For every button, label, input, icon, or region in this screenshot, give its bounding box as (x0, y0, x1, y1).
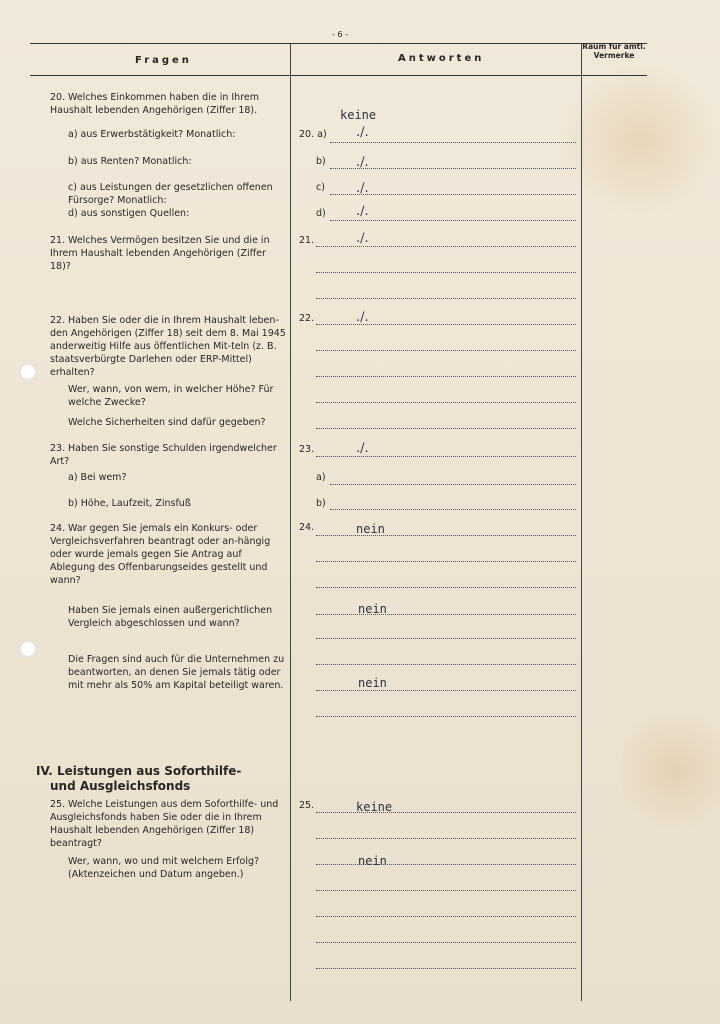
answer-line (316, 350, 576, 351)
header-bottom-rule (30, 75, 647, 76)
question-text: Haben Sie oder die in Ihrem Haushalt leben-den Angehörigen (Ziffer 18) seit dem 8. Mai 1945 anderweitig Hilfe aus öffentlichen Mit-teln (z. B. staatsverbürgte Darlehen oder ERP-Mittel) erhalten? (50, 315, 286, 378)
answer-line (316, 942, 576, 943)
question-text: Welches Einkommen haben die in Ihrem Haushalt lebenden Angehörigen (Ziffer 18). (50, 92, 260, 116)
answer-24: nein (356, 522, 385, 536)
answer-24-note: nein (358, 676, 387, 690)
question-24-note: Die Fragen sind auch für die Unternehmen zu beantworten, an denen Sie jemals tätig oder mit mehr als 50% am Kapital beteiligt waren. (68, 654, 285, 691)
answer-24-settlement: nein (358, 602, 387, 616)
question-21 (50, 234, 288, 273)
question-text: Welches Vermögen besitzen Sie und die in Ihrem Haushalt lebenden Angehörigen (Ziffer 18)? (50, 235, 270, 272)
answer-line (316, 535, 576, 536)
question-23a: a) Bei wem? (68, 472, 127, 483)
section-heading (36, 764, 241, 794)
header-fragen: Fragen (135, 55, 192, 66)
question-number: 21. (50, 235, 66, 246)
answer-25: keine (356, 800, 393, 814)
answer-label: 25. (299, 800, 315, 811)
answer-label: 21. (299, 235, 315, 246)
answer-line (330, 142, 576, 143)
section-heading-line: und Ausgleichsfonds (50, 779, 191, 793)
answer-line (330, 509, 576, 510)
answer-20a: ./. (356, 125, 369, 140)
question-23 (50, 442, 288, 468)
column-divider (290, 43, 291, 1001)
question-20c: c) aus Leistungen der gesetzlichen offenen Fürsorge? Monatlich: (68, 182, 273, 206)
answer-line (316, 272, 576, 273)
answer-line (316, 246, 576, 247)
question-number: 20. (50, 92, 66, 103)
answer-label: b) (316, 156, 326, 167)
answer-line (316, 864, 576, 865)
question-20 (50, 91, 288, 117)
answer-line (316, 614, 576, 615)
answer-label: 20. a) (299, 129, 327, 140)
question-22 (50, 314, 288, 379)
answer-23: ./. (356, 441, 369, 456)
answer-line (316, 561, 576, 562)
question-25 (50, 798, 288, 850)
punch-hole (20, 641, 36, 657)
answer-line (316, 456, 576, 457)
answer-20c: ./. (356, 181, 369, 196)
answer-line (316, 587, 576, 588)
answer-line (316, 402, 576, 403)
answer-label: 22. (299, 313, 315, 324)
answer-22: ./. (356, 310, 369, 325)
page-number: - 6 - (332, 30, 348, 39)
question-number: 23. (50, 443, 66, 454)
answer-line (316, 664, 576, 665)
answer-line (316, 916, 576, 917)
paper-stain (560, 60, 720, 220)
question-22-detail: Wer, wann, von wem, in welcher Höhe? Für welche Zwecke? (68, 384, 274, 408)
punch-hole (20, 364, 36, 380)
answer-line (316, 638, 576, 639)
answer-line (316, 968, 576, 969)
answer-20d: ./. (356, 204, 369, 219)
paper-stain (620, 700, 720, 840)
question-text: Welche Leistungen aus dem Soforthilfe- und Ausgleichsfonds haben Sie oder die in Ihrem Haushalt lebenden Angehörigen (Ziffer 18) beantragt? (50, 799, 279, 849)
answer-line (316, 298, 576, 299)
answer-line (330, 220, 576, 221)
question-20a: a) aus Erwerbstätigkeit? Monatlich: (68, 129, 236, 140)
answer-line (316, 812, 576, 813)
answer-25-detail: nein (358, 854, 387, 868)
question-text: War gegen Sie jemals ein Konkurs- oder Vergleichsverfahren beantragt oder an-hängig oder wurde jemals gegen Sie Antrag auf Ablegung des Offenbarungseides gestellt und wann? (50, 523, 271, 586)
answer-line (316, 890, 576, 891)
answer-line (316, 716, 576, 717)
answer-label: a) (316, 472, 326, 483)
answer-label: b) (316, 498, 326, 509)
column-divider (581, 43, 582, 1001)
question-number: 22. (50, 315, 66, 326)
header-top-rule (30, 43, 647, 44)
header-raum: Raum für amtl. Vermerke (582, 42, 646, 60)
answer-line (316, 324, 576, 325)
question-25-detail: Wer, wann, wo und mit welchem Erfolg? (Aktenzeichen und Datum angeben.) (68, 856, 260, 880)
answer-label: c) (316, 182, 325, 193)
answer-line (316, 838, 576, 839)
answer-label: d) (316, 208, 326, 219)
header-antworten: Antworten (398, 53, 485, 64)
question-24-settlement: Haben Sie jemals einen außergerichtlichen Vergleich abgeschlossen und wann? (68, 605, 273, 629)
question-23b: b) Höhe, Laufzeit, Zinsfuß (68, 498, 191, 509)
answer-20-typed: keine (340, 108, 377, 122)
answer-label: 23. (299, 444, 315, 455)
question-24 (50, 522, 288, 587)
answer-line (316, 428, 576, 429)
question-20d: d) aus sonstigen Quellen: (68, 208, 190, 219)
answer-20b: ./. (356, 155, 369, 170)
question-20b: b) aus Renten? Monatlich: (68, 156, 192, 167)
question-number: 24. (50, 523, 66, 534)
question-number: 25. (50, 799, 66, 810)
answer-line (316, 690, 576, 691)
answer-21: ./. (356, 231, 369, 246)
question-22-security: Welche Sicherheiten sind dafür gegeben? (68, 417, 266, 428)
answer-line (316, 376, 576, 377)
question-text: Haben Sie sonstige Schulden irgendwelcher Art? (50, 443, 277, 467)
section-heading-line: IV. Leistungen aus Soforthilfe- (36, 764, 242, 778)
answer-label: 24. (299, 522, 315, 533)
answer-line (330, 484, 576, 485)
